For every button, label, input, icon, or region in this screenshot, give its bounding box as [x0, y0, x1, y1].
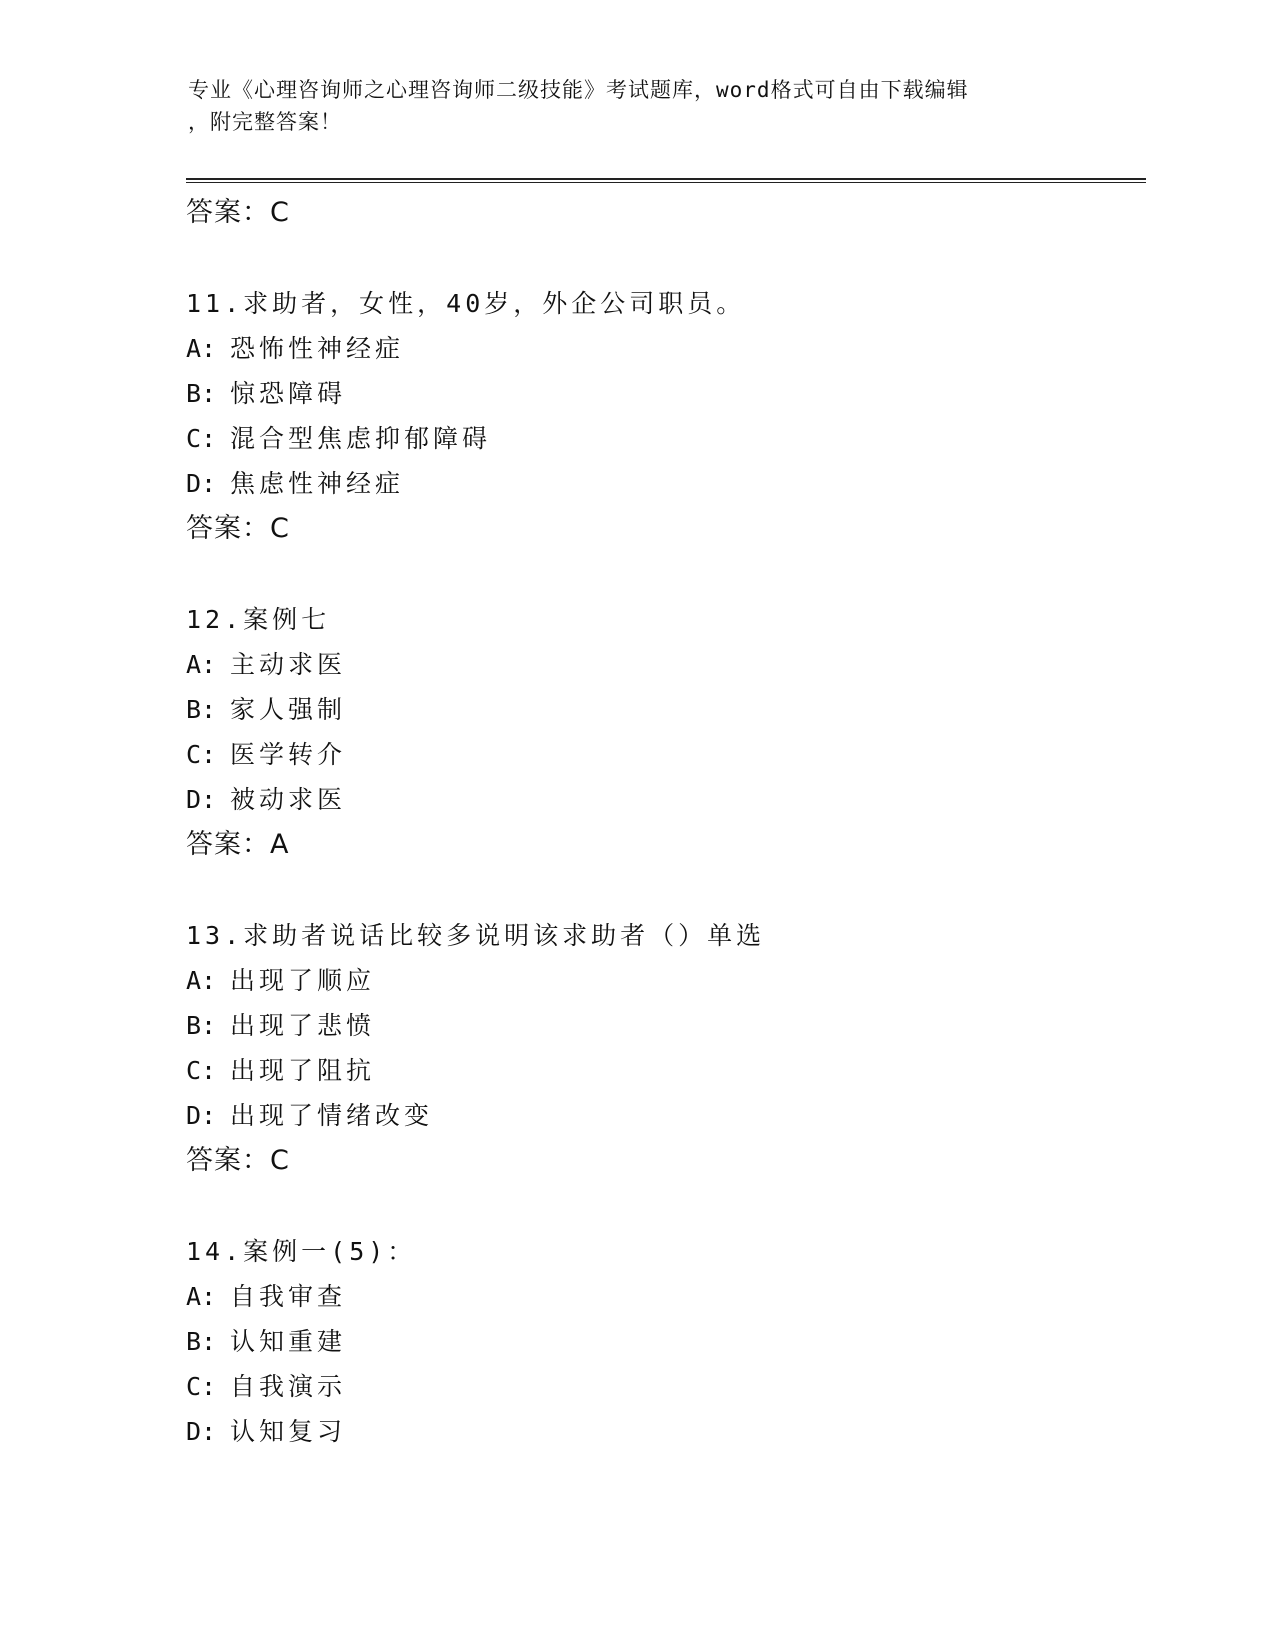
option-letter: C: — [186, 740, 217, 769]
option-text: 混合型焦虑抑郁障碍 — [230, 424, 492, 453]
option-text: 认知重建 — [230, 1327, 347, 1356]
option-letter: B: — [186, 379, 217, 408]
answer-text: 答案：A — [186, 829, 290, 860]
option-a — [186, 1274, 1146, 1319]
header-line-1: 专业《心理咨询师之心理咨询师二级技能》考试题库，word格式可自由下载编辑 — [188, 78, 969, 102]
question-text: 11.求助者，女性，40岁，外企公司职员。 — [186, 289, 746, 318]
option-c — [186, 1048, 1146, 1093]
question-text: 13.求助者说话比较多说明该求助者（）单选 — [186, 921, 766, 950]
option-text: 恐怖性神经症 — [230, 334, 405, 363]
answer-text: 答案：C — [186, 513, 290, 544]
document-header — [188, 74, 1068, 138]
option-text: 出现了阻抗 — [230, 1056, 376, 1085]
option-text: 自我审查 — [230, 1282, 347, 1311]
option-text: 自我演示 — [230, 1372, 347, 1401]
option-d — [186, 777, 1146, 822]
option-text: 出现了情绪改变 — [230, 1101, 434, 1130]
option-b — [186, 1319, 1146, 1364]
option-text: 被动求医 — [230, 785, 347, 814]
option-letter: C: — [186, 1056, 217, 1085]
question-text: 12.案例七 — [186, 605, 331, 634]
option-text: 出现了悲愤 — [230, 1011, 376, 1040]
option-letter: D: — [186, 785, 217, 814]
option-b — [186, 687, 1146, 732]
question-block-11 — [186, 281, 1146, 551]
option-letter: A: — [186, 334, 217, 363]
option-c — [186, 1364, 1146, 1409]
spacer — [186, 867, 1146, 913]
option-c — [186, 416, 1146, 461]
option-text: 焦虑性神经症 — [230, 469, 405, 498]
option-text: 惊恐障碍 — [230, 379, 347, 408]
option-letter: A: — [186, 966, 217, 995]
question-block-12 — [186, 597, 1146, 867]
option-text: 主动求医 — [230, 650, 347, 679]
option-text: 家人强制 — [230, 695, 347, 724]
header-divider-thick — [186, 178, 1146, 180]
option-letter: B: — [186, 1327, 217, 1356]
option-text: 出现了顺应 — [230, 966, 376, 995]
question-list — [186, 190, 1146, 1454]
answer-text: 答案：C — [186, 1145, 290, 1176]
option-b — [186, 371, 1146, 416]
spacer — [186, 1183, 1146, 1229]
spacer — [186, 235, 1146, 281]
option-text: 认知复习 — [230, 1417, 347, 1446]
option-a — [186, 326, 1146, 371]
option-letter: D: — [186, 1417, 217, 1446]
option-letter: D: — [186, 1101, 217, 1130]
option-a — [186, 642, 1146, 687]
option-letter: C: — [186, 1372, 217, 1401]
option-letter: B: — [186, 695, 217, 724]
header-divider-thin — [186, 182, 1146, 183]
answer-previous: 答案：C — [186, 197, 290, 228]
option-letter: C: — [186, 424, 217, 453]
question-block-14 — [186, 1229, 1146, 1454]
option-letter: B: — [186, 1011, 217, 1040]
option-letter: A: — [186, 1282, 217, 1311]
option-a — [186, 958, 1146, 1003]
spacer — [186, 551, 1146, 597]
option-c — [186, 732, 1146, 777]
question-block-13 — [186, 913, 1146, 1183]
option-b — [186, 1003, 1146, 1048]
header-line-2: ，附完整答案！ — [188, 110, 342, 134]
option-letter: D: — [186, 469, 217, 498]
option-d — [186, 1093, 1146, 1138]
option-d — [186, 1409, 1146, 1454]
option-letter: A: — [186, 650, 217, 679]
option-d — [186, 461, 1146, 506]
question-text: 14.案例一(5)： — [186, 1237, 417, 1266]
option-text: 医学转介 — [230, 740, 347, 769]
